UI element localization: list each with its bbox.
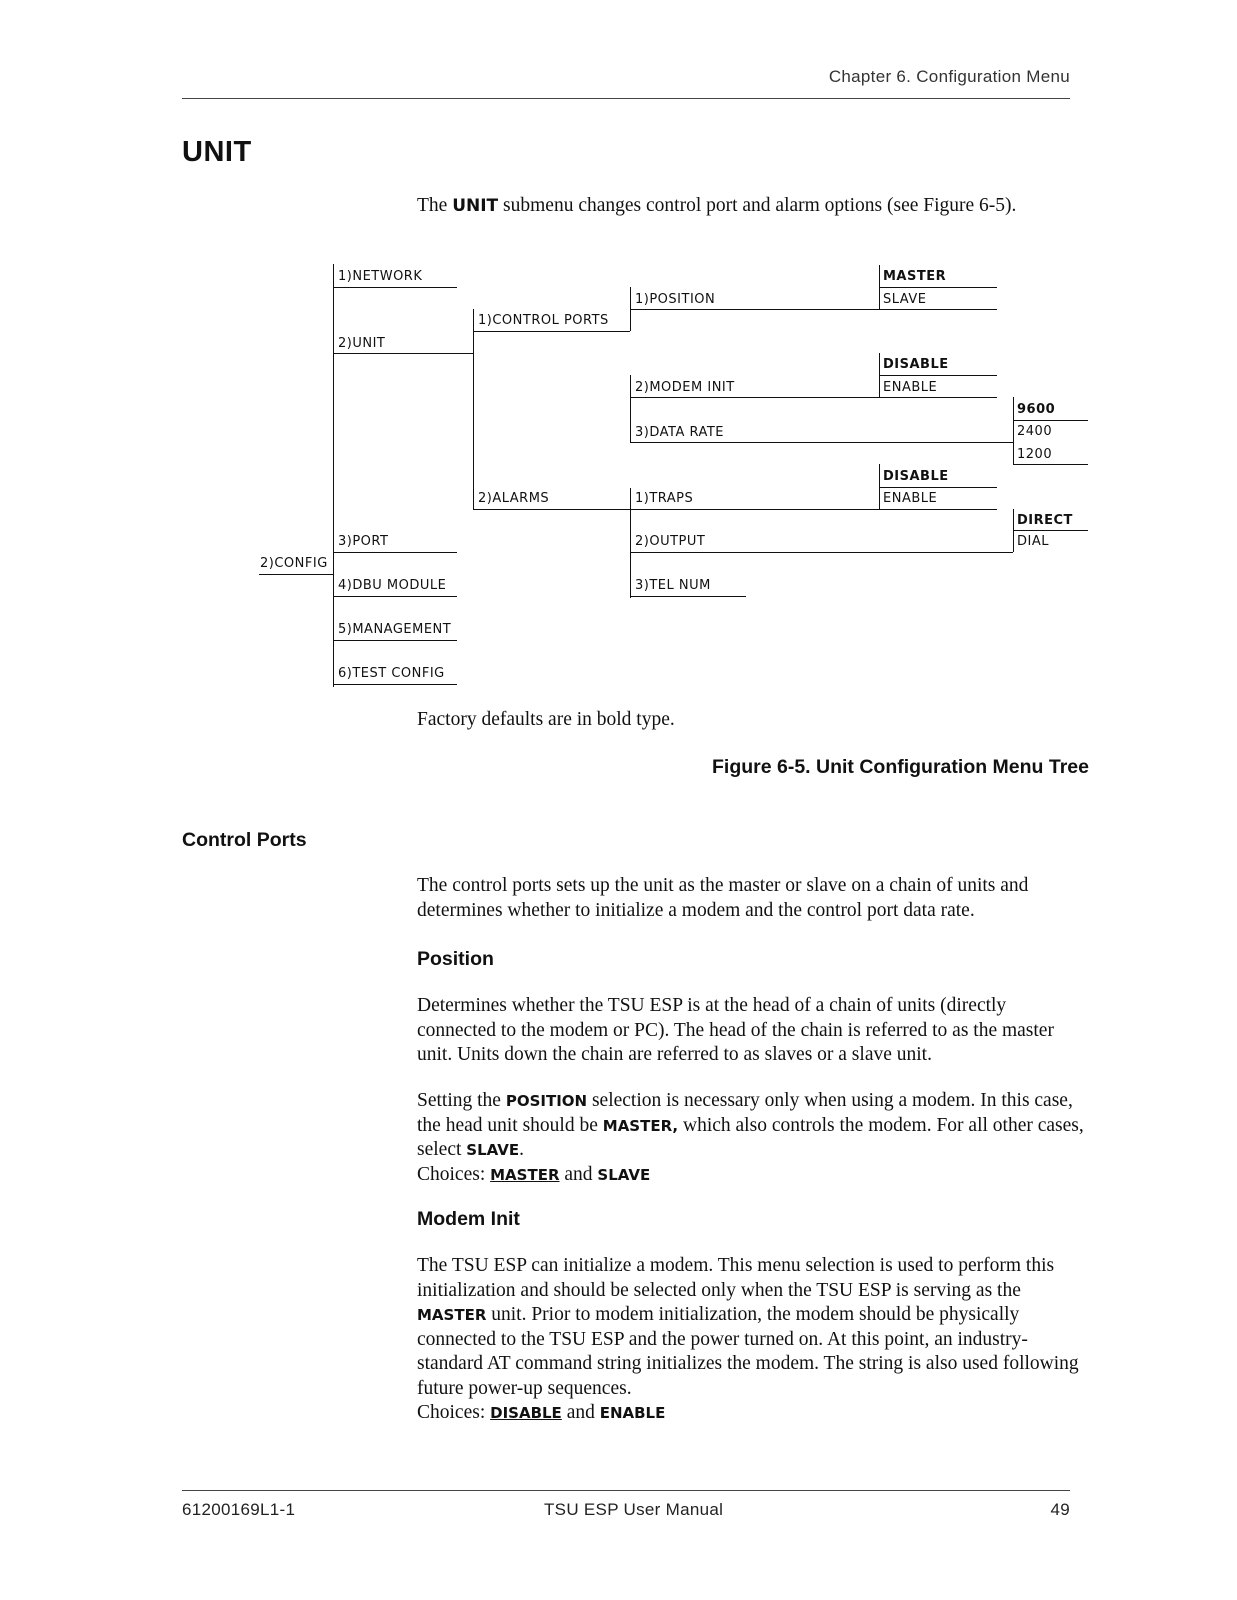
tree-item-control-ports: 1)CONTROL PORTS xyxy=(478,313,609,328)
option-slave: SLAVE xyxy=(883,292,927,307)
option-1200: 1200 xyxy=(1017,447,1053,462)
position-paragraph-2: Setting the POSITION selection is necessary only when using a modem. In this case, the head unit should be MASTER, which also controls the modem. For all other cases, select SLAVE. Choices: MASTER and SLAVE xyxy=(417,1090,1084,1185)
section-heading-control-ports: Control Ports xyxy=(182,829,307,851)
control-ports-paragraph: The control ports sets up the unit as the master or slave on a chain of units and determines whether to initialize a modem and the control port data rate. xyxy=(417,875,1029,921)
tree-item-data-rate: 3)DATA RATE xyxy=(635,425,725,440)
position-paragraph-1: Determines whether the TSU ESP is at the head of a chain of units (directly connected to the modem or PC). The head of the chain is referred to as the master unit. Units down the chain are referred to as slaves or a slave unit. xyxy=(417,995,1054,1065)
tree-item-network: 1)NETWORK xyxy=(338,269,423,284)
term-slave: SLAVE xyxy=(466,1141,520,1159)
tree-line xyxy=(333,353,473,354)
tree-line xyxy=(333,640,457,641)
tree-line xyxy=(333,264,334,687)
running-header: Chapter 6. Configuration Menu xyxy=(828,67,1070,86)
defaults-note: Factory defaults are in bold type. xyxy=(417,709,675,730)
header-rule xyxy=(182,98,1070,99)
tree-line xyxy=(1013,420,1088,421)
term-master: MASTER xyxy=(417,1306,487,1324)
tree-item-position: 1)POSITION xyxy=(635,292,716,307)
tree-line xyxy=(879,509,997,510)
choice-disable-default: DISABLE xyxy=(490,1404,562,1422)
tree-line xyxy=(879,265,880,309)
tree-root-config: 2)CONFIG xyxy=(260,556,328,571)
footer-rule xyxy=(182,1490,1070,1491)
tree-line xyxy=(630,287,631,331)
option-9600-default: 9600 xyxy=(1017,402,1056,417)
unit-term: UNIT xyxy=(452,196,499,216)
tree-line xyxy=(1013,509,1014,552)
choice-slave: SLAVE xyxy=(597,1165,651,1184)
figure-caption: Figure 6-5. Unit Configuration Menu Tree xyxy=(711,756,1089,778)
tree-line xyxy=(630,397,879,398)
tree-line xyxy=(630,596,746,597)
term-master: MASTER, xyxy=(602,1116,679,1135)
tree-item-dbu-module: 4)DBU MODULE xyxy=(338,578,447,593)
tree-line xyxy=(879,464,880,509)
tree-line xyxy=(473,309,474,509)
tree-line xyxy=(879,487,997,488)
option-direct-default: DIRECT xyxy=(1017,513,1073,528)
tree-item-test-config: 6)TEST CONFIG xyxy=(338,666,445,681)
tree-item-tel-num: 3)TEL NUM xyxy=(635,578,711,593)
tree-line xyxy=(259,574,333,575)
option-2400: 2400 xyxy=(1017,424,1053,439)
option-disable-default: DISABLE xyxy=(883,357,949,372)
tree-line xyxy=(333,596,457,597)
choice-enable: ENABLE xyxy=(599,1404,666,1422)
tree-line xyxy=(1013,464,1088,465)
intro-paragraph: The UNIT submenu changes control port and alarm options (see Figure 6-5). xyxy=(417,195,1017,216)
option-traps-disable-default: DISABLE xyxy=(883,469,949,484)
term-position: POSITION xyxy=(505,1092,588,1110)
modem-init-paragraph: The TSU ESP can initialize a modem. This menu selection is used to perform this initialization and should be selected only when the TSU ESP is serving as the MASTER unit. Prior to modem initialization, the modem should be physically connected to the TSU ESP and the power turned on. At this point, an industry-standard AT command string initializes the modem. The string is also used following future power-up sequences. Choices: DISABLE and ENABLE xyxy=(417,1255,1079,1423)
tree-line xyxy=(879,287,997,288)
footer-page-number: 49 xyxy=(1050,1500,1070,1519)
tree-line xyxy=(879,375,997,376)
option-master-default: MASTER xyxy=(883,269,947,284)
tree-line xyxy=(630,375,631,443)
footer-manual-title: TSU ESP User Manual xyxy=(544,1500,724,1519)
option-enable: ENABLE xyxy=(883,380,938,395)
footer-doc-number: 61200169L1-1 xyxy=(182,1500,296,1519)
tree-line xyxy=(630,552,1013,553)
tree-line xyxy=(630,442,1013,443)
tree-line xyxy=(473,331,630,332)
subsection-heading-position: Position xyxy=(417,948,494,970)
option-dial: DIAL xyxy=(1017,534,1049,549)
tree-item-modem-init: 2)MODEM INIT xyxy=(635,380,735,395)
tree-line xyxy=(879,353,880,397)
tree-item-management: 5)MANAGEMENT xyxy=(338,622,452,637)
tree-item-output: 2)OUTPUT xyxy=(635,534,706,549)
tree-item-alarms: 2)ALARMS xyxy=(478,491,550,506)
tree-item-port: 3)PORT xyxy=(338,534,389,549)
tree-item-traps: 1)TRAPS xyxy=(635,491,694,506)
tree-line xyxy=(333,552,457,553)
tree-line xyxy=(879,397,997,398)
choice-master-default: MASTER xyxy=(490,1165,560,1184)
tree-item-unit: 2)UNIT xyxy=(338,336,386,351)
tree-line xyxy=(630,509,879,510)
tree-line xyxy=(333,287,457,288)
menu-tree xyxy=(0,0,1237,700)
option-traps-enable: ENABLE xyxy=(883,491,938,506)
tree-line xyxy=(473,509,630,510)
tree-line xyxy=(1013,530,1088,531)
tree-line xyxy=(630,488,631,598)
tree-line xyxy=(333,684,457,685)
tree-line xyxy=(879,309,997,310)
tree-line xyxy=(1013,397,1014,465)
page-title: UNIT xyxy=(182,136,252,168)
tree-line xyxy=(630,309,879,310)
subsection-heading-modem-init: Modem Init xyxy=(417,1208,520,1230)
